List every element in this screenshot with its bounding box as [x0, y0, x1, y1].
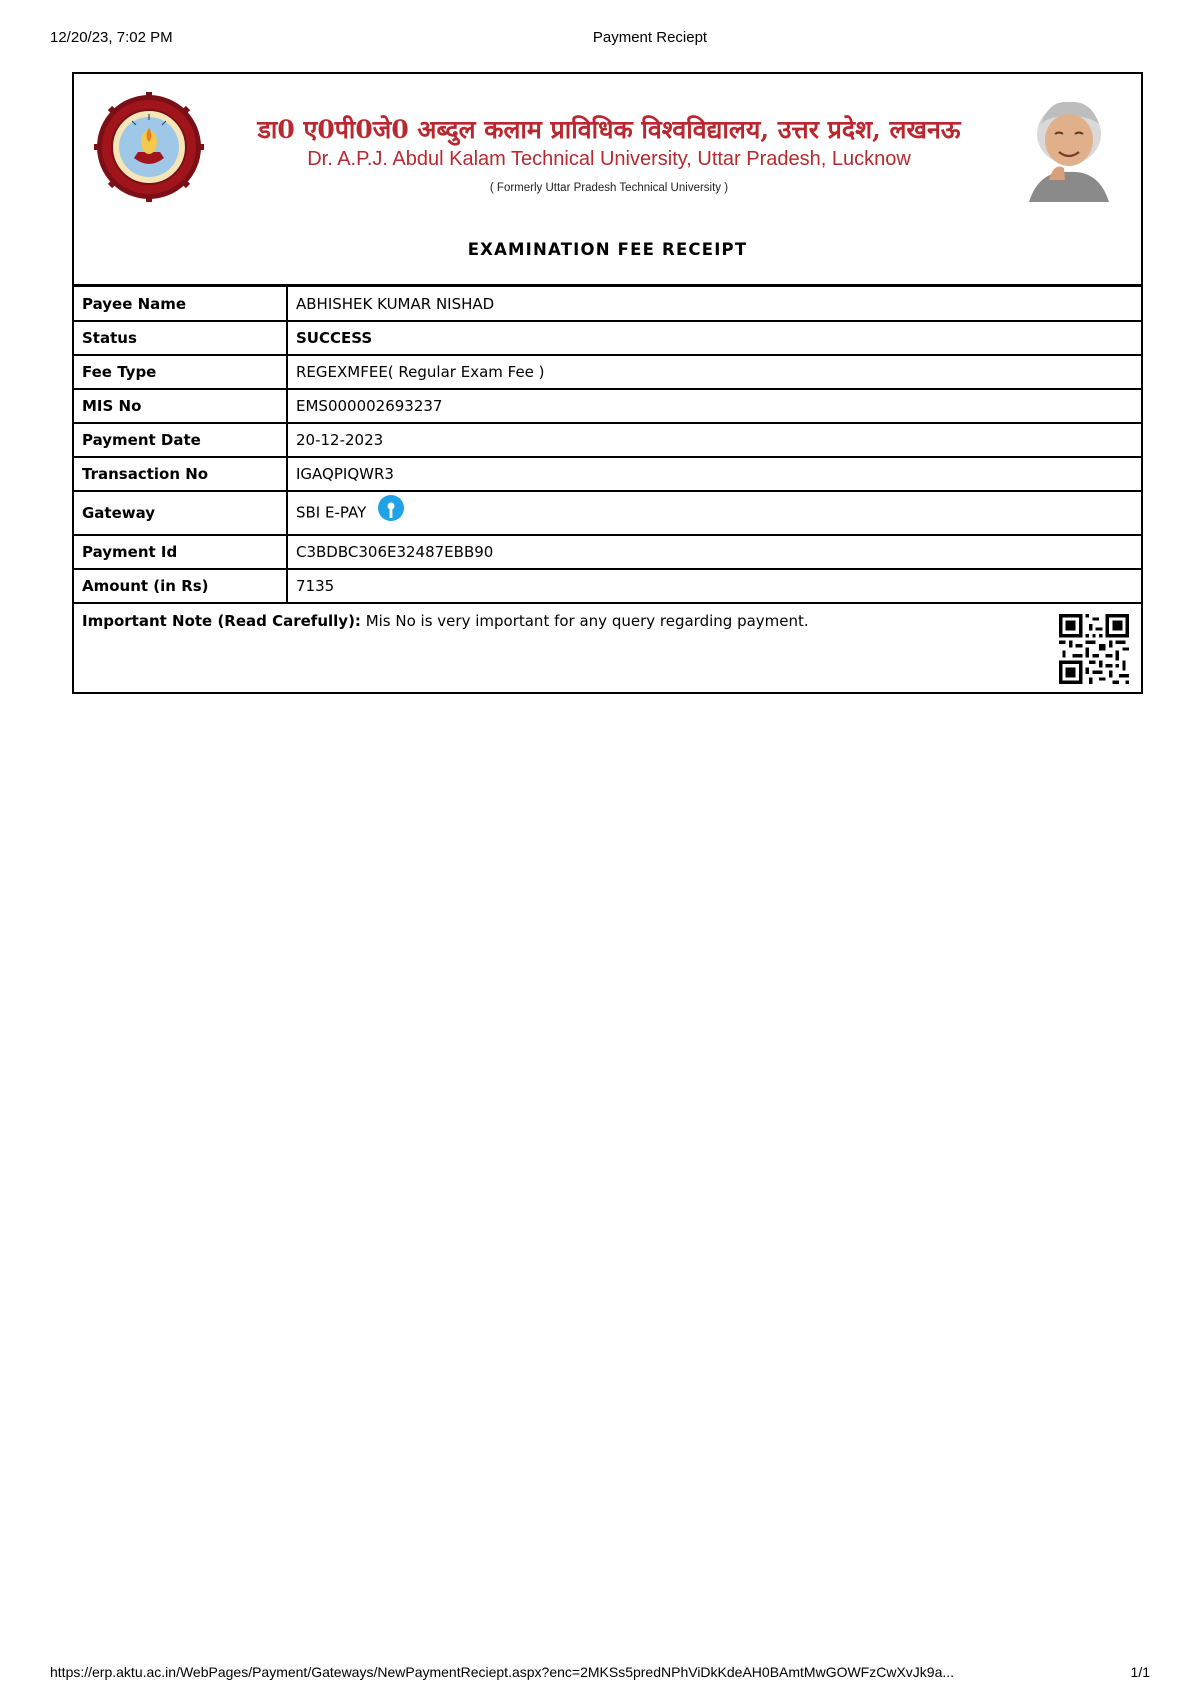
receipt-title: EXAMINATION FEE RECEIPT: [467, 240, 748, 259]
field-value-payment-date: 20-12-2023: [287, 423, 1141, 457]
important-note: [74, 604, 1141, 692]
university-name-english: Dr. A.P.J. Abdul Kalam Technical University, Uttar Pradesh, Lucknow: [307, 148, 911, 170]
receipt-header: [74, 74, 1141, 287]
field-value-transaction-no: IGAQPIQWR3: [287, 457, 1141, 491]
table-row: [74, 491, 1141, 535]
field-value-payee-name: ABHISHEK KUMAR NISHAD: [287, 287, 1141, 321]
field-label: Gateway: [74, 491, 287, 535]
field-label: MIS No: [74, 389, 287, 423]
field-label: Transaction No: [74, 457, 287, 491]
print-datetime: 12/20/23, 7:02 PM: [50, 29, 173, 46]
table-row: [74, 569, 1141, 603]
field-value-gateway-cell: [287, 491, 1141, 535]
sbi-logo-icon: [377, 494, 405, 522]
field-label: Payment Date: [74, 423, 287, 457]
receipt-fields-table: [74, 287, 1141, 604]
field-label: Payment Id: [74, 535, 287, 569]
note-text: Mis No is very important for any query regarding payment.: [360, 612, 809, 630]
university-former-name: ( Formerly Uttar Pradesh Technical University ): [489, 182, 729, 194]
print-footer-url: https://erp.aktu.ac.in/WebPages/Payment/Gateways/NewPaymentReciept.aspx?enc=2MKSs5predNPhViDkKdeAH0BAmtMwGOWFzCwXvJk9a...: [50, 1664, 955, 1680]
receipt-card: [72, 72, 1143, 694]
print-footer-page-number: 1/1: [1130, 1664, 1150, 1680]
field-value-gateway: SBI E-PAY: [296, 503, 367, 522]
table-row: [74, 423, 1141, 457]
note-label: Important Note (Read Carefully):: [82, 612, 361, 630]
table-row: [74, 321, 1141, 355]
table-row: [74, 457, 1141, 491]
table-row: [74, 355, 1141, 389]
table-row: [74, 535, 1141, 569]
field-label: Payee Name: [74, 287, 287, 321]
field-value-mis-no: EMS000002693237: [287, 389, 1141, 423]
field-value-status: SUCCESS: [287, 321, 1141, 355]
table-row: [74, 287, 1141, 321]
field-label: Status: [74, 321, 287, 355]
university-seal-icon: [94, 92, 204, 202]
qr-code-icon: [1059, 614, 1129, 684]
apj-abdul-kalam-portrait: [1019, 90, 1119, 202]
field-value-payment-id: C3BDBC306E32487EBB90: [287, 535, 1141, 569]
field-label: Amount (in Rs): [74, 569, 287, 603]
university-name-hindi: डा0 ए0पी0जे0 अब्दुल कलाम प्राविधिक विश्वविद्यालय, उत्तर प्रदेश, लखनऊ: [257, 115, 961, 144]
field-label: Fee Type: [74, 355, 287, 389]
field-value-fee-type: REGEXMFEE( Regular Exam Fee ): [287, 355, 1141, 389]
table-row: [74, 389, 1141, 423]
print-page-title: Payment Reciept: [592, 29, 708, 46]
field-value-amount: 7135: [287, 569, 1141, 603]
